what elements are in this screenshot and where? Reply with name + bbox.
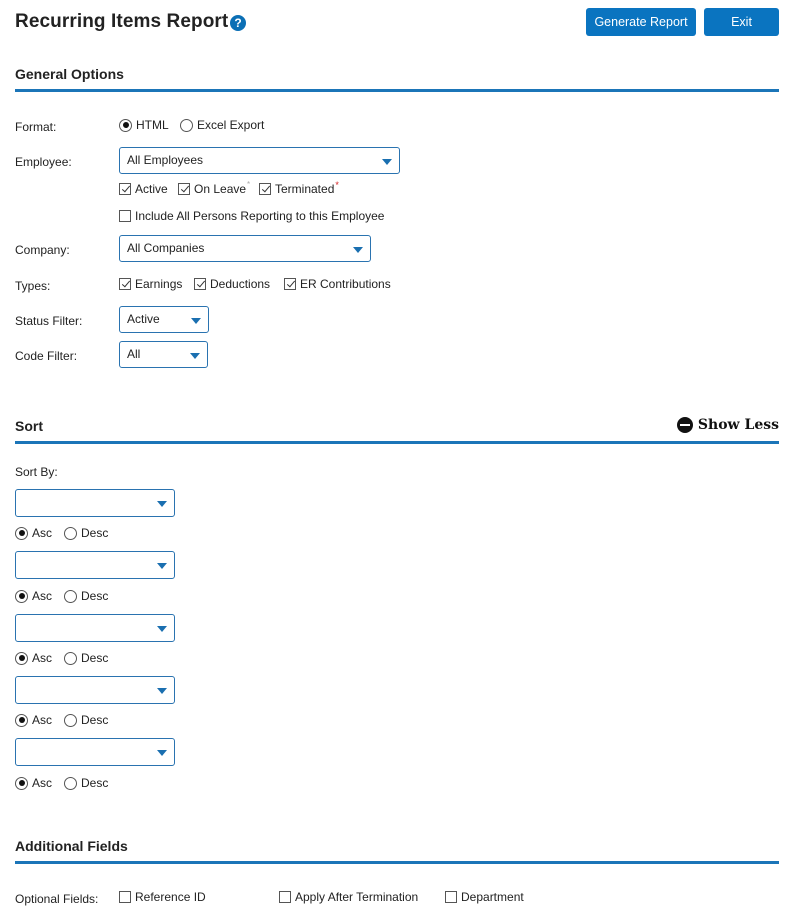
- radio-icon[interactable]: [64, 714, 77, 727]
- sort-by-label: Sort By:: [15, 465, 58, 479]
- show-less-label: Show Less: [697, 417, 779, 433]
- chevron-down-icon: [157, 688, 167, 694]
- sort-asc-radio-2[interactable]: [15, 589, 52, 603]
- checkbox-icon[interactable]: [445, 891, 457, 903]
- radio-icon[interactable]: [64, 590, 77, 603]
- asc-label: Asc: [32, 776, 53, 790]
- company-select[interactable]: [119, 235, 371, 262]
- show-less-toggle[interactable]: [677, 417, 779, 433]
- radio-icon[interactable]: [64, 527, 77, 540]
- checkbox-icon[interactable]: [279, 891, 291, 903]
- sort-asc-radio-3[interactable]: [15, 651, 52, 665]
- desc-label: Desc: [81, 651, 109, 665]
- sort-heading: Sort: [15, 418, 43, 434]
- sort-desc-radio-3[interactable]: [64, 651, 108, 665]
- format-label: Format:: [15, 120, 57, 134]
- active-label: Active: [135, 182, 168, 196]
- sort-field-select-5[interactable]: [15, 738, 175, 766]
- sort-desc-radio-5[interactable]: [64, 776, 108, 790]
- chevron-down-icon: [353, 247, 363, 253]
- optional-fields-label: Optional Fields:: [15, 892, 99, 906]
- code-filter-label: Code Filter:: [15, 349, 78, 363]
- radio-icon[interactable]: [119, 119, 132, 132]
- radio-icon[interactable]: [15, 714, 28, 727]
- help-icon[interactable]: ?: [230, 15, 246, 31]
- apply-after-termination-checkbox[interactable]: [279, 890, 418, 904]
- status-filter-value: Active: [127, 312, 160, 326]
- chevron-down-icon: [157, 750, 167, 756]
- minus-circle-icon: [677, 417, 693, 433]
- company-label: Company:: [15, 243, 70, 257]
- radio-icon[interactable]: [180, 119, 193, 132]
- sort-asc-radio-1[interactable]: [15, 526, 52, 540]
- chevron-down-icon: [157, 626, 167, 632]
- code-filter-select[interactable]: [119, 341, 208, 368]
- deductions-checkbox[interactable]: [194, 277, 270, 291]
- checkbox-icon[interactable]: [284, 278, 296, 290]
- section-divider: [15, 89, 779, 92]
- exit-button[interactable]: Exit: [704, 8, 779, 36]
- radio-icon[interactable]: [15, 590, 28, 603]
- required-marker: *: [335, 179, 339, 190]
- format-excel-radio[interactable]: [180, 118, 264, 132]
- radio-icon[interactable]: [15, 777, 28, 790]
- active-checkbox[interactable]: [119, 182, 168, 196]
- checkbox-icon[interactable]: [119, 183, 131, 195]
- terminated-checkbox[interactable]: [259, 179, 339, 196]
- desc-label: Desc: [81, 526, 109, 540]
- checkbox-icon[interactable]: [178, 183, 190, 195]
- earnings-label: Earnings: [135, 277, 183, 291]
- on-leave-marker: *: [247, 180, 251, 189]
- code-filter-value: All: [127, 347, 141, 361]
- general-options-heading: General Options: [15, 66, 124, 82]
- radio-icon[interactable]: [15, 652, 28, 665]
- chevron-down-icon: [191, 318, 201, 324]
- additional-fields-heading: Additional Fields: [15, 838, 128, 854]
- asc-label: Asc: [32, 589, 53, 603]
- radio-icon[interactable]: [15, 527, 28, 540]
- page-title: Recurring Items Report: [15, 11, 229, 32]
- terminated-label: Terminated: [275, 182, 335, 196]
- deductions-label: Deductions: [210, 277, 271, 291]
- include-reporting-label: Include All Persons Reporting to this Employee: [135, 209, 385, 223]
- asc-label: Asc: [32, 526, 53, 540]
- sort-desc-radio-2[interactable]: [64, 589, 108, 603]
- chevron-down-icon: [190, 353, 200, 359]
- radio-icon[interactable]: [64, 652, 77, 665]
- sort-field-select-4[interactable]: [15, 676, 175, 704]
- er-contributions-label: ER Contributions: [300, 277, 391, 291]
- sort-field-select-2[interactable]: [15, 551, 175, 579]
- chevron-down-icon: [157, 563, 167, 569]
- sort-field-select-1[interactable]: [15, 489, 175, 517]
- on-leave-label: On Leave: [194, 182, 247, 196]
- earnings-checkbox[interactable]: [119, 277, 182, 291]
- sort-asc-radio-4[interactable]: [15, 713, 52, 727]
- chevron-down-icon: [382, 159, 392, 165]
- reference-id-checkbox[interactable]: [119, 890, 206, 904]
- format-html-label: HTML: [136, 118, 169, 132]
- section-divider: [15, 441, 779, 444]
- on-leave-checkbox[interactable]: [178, 182, 250, 196]
- checkbox-icon[interactable]: [119, 278, 131, 290]
- asc-label: Asc: [32, 651, 53, 665]
- section-divider: [15, 861, 779, 864]
- er-contributions-checkbox[interactable]: [284, 277, 391, 291]
- checkbox-icon[interactable]: [119, 210, 131, 222]
- department-checkbox[interactable]: [445, 890, 524, 904]
- radio-icon[interactable]: [64, 777, 77, 790]
- desc-label: Desc: [81, 713, 109, 727]
- department-label: Department: [461, 890, 524, 904]
- generate-report-button[interactable]: Generate Report: [586, 8, 696, 36]
- apply-after-termination-label: Apply After Termination: [295, 890, 419, 904]
- desc-label: Desc: [81, 589, 109, 603]
- company-select-value: All Companies: [127, 241, 205, 255]
- checkbox-icon[interactable]: [259, 183, 271, 195]
- desc-label: Desc: [81, 776, 109, 790]
- employee-label: Employee:: [15, 155, 72, 169]
- sort-desc-radio-1[interactable]: [64, 526, 108, 540]
- types-label: Types:: [15, 279, 51, 293]
- include-reporting-checkbox[interactable]: [119, 209, 384, 223]
- sort-desc-radio-4[interactable]: [64, 713, 108, 727]
- format-excel-label: Excel Export: [197, 118, 265, 132]
- status-filter-label: Status Filter:: [15, 314, 83, 328]
- checkbox-icon[interactable]: [119, 891, 131, 903]
- status-filter-select[interactable]: [119, 306, 209, 333]
- format-html-radio[interactable]: [119, 118, 169, 132]
- checkbox-icon[interactable]: [194, 278, 206, 290]
- sort-asc-radio-5[interactable]: [15, 776, 52, 790]
- sort-field-select-3[interactable]: [15, 614, 175, 642]
- reference-id-label: Reference ID: [135, 890, 206, 904]
- chevron-down-icon: [157, 501, 167, 507]
- asc-label: Asc: [32, 713, 53, 727]
- employee-select[interactable]: [119, 147, 400, 174]
- employee-select-value: All Employees: [127, 153, 204, 167]
